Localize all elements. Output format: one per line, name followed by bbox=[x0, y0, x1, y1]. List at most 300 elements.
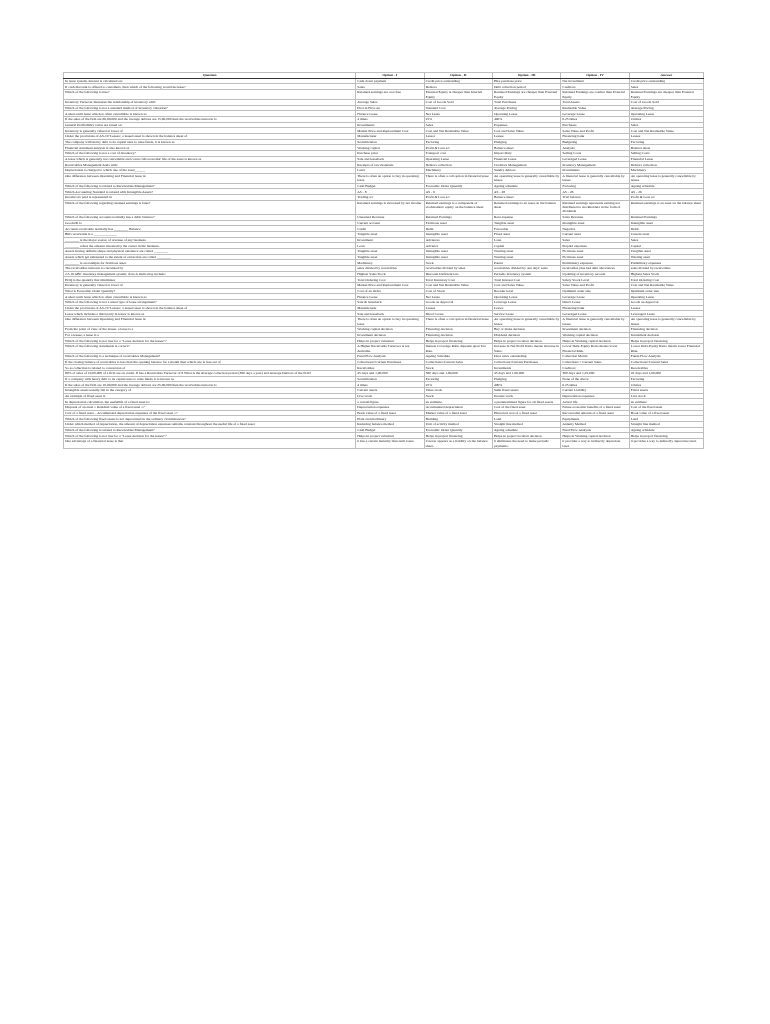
option-3-cell: An operating lease is generally cancellable by lessee bbox=[493, 317, 560, 326]
question-cell: Which of the following is a technique of receivables Management? bbox=[64, 354, 356, 360]
option-4-cell: Total Assets bbox=[561, 99, 629, 105]
option-3-cell: Buy or make decision bbox=[492, 327, 560, 333]
table-row bbox=[64, 200, 704, 214]
option-1-cell: Depreciation expenses bbox=[356, 405, 424, 411]
option-3-cell: Helps in project location decision bbox=[492, 338, 560, 344]
answer-cell: Land bbox=[629, 416, 703, 422]
question-cell: ________ is an example for fictitious asset. bbox=[64, 260, 356, 266]
question-cell: Under the provisions of AS-19 'Leases', a leased asset is shown in the balance sheet of bbox=[64, 134, 356, 140]
option-1-cell: Sale and leaseback bbox=[356, 156, 424, 162]
question-cell: Which Accounting Standard is related with Intangible Assets? bbox=[64, 189, 356, 195]
option-3-cell: Periodic inventory system bbox=[492, 271, 560, 277]
question-cell: If the sales of the firm are 60,00,000 and the average debtors are 15,00,000 then the receivables turnover is bbox=[64, 117, 356, 123]
option-4-cell: Current asset bbox=[561, 231, 629, 237]
option-1-cell: Investment bbox=[356, 237, 424, 243]
option-4-cell: Safety Stock Level bbox=[561, 277, 629, 283]
option-3-cell: Pledging bbox=[492, 139, 560, 145]
answer-cell: Book value of a fixed asset bbox=[629, 410, 703, 416]
option-1-cell: Investment decision bbox=[356, 332, 424, 338]
option-1-cell: Tangible asset bbox=[356, 231, 424, 237]
question-cell: A short-term lease which is often cancellable is known as bbox=[64, 111, 356, 117]
option-1-cell: Helps in project valuation bbox=[356, 433, 424, 439]
option-4-cell: Financing bank bbox=[561, 305, 629, 311]
answer-cell: Average Pricing bbox=[629, 105, 703, 111]
option-2-cell: Value stock bbox=[424, 388, 492, 394]
option-1-cell: First in First out bbox=[356, 105, 424, 111]
option-2-cell: Cost and Net Realisable Value bbox=[424, 283, 492, 289]
answer-cell: Capital bbox=[629, 243, 703, 249]
column-header-option-2: Option - II bbox=[424, 73, 492, 79]
answer-cell: 45 days and 1,00,000 bbox=[629, 371, 703, 377]
option-1-cell: Reducing balance method bbox=[356, 422, 424, 428]
option-1-cell: Average Sales bbox=[356, 99, 424, 105]
question-cell: Which of the following is true? bbox=[64, 90, 356, 100]
question-cell: Assets having definite shape and physical existence are called ________ bbox=[64, 249, 356, 255]
question-cell: EOQ is the quantity that minimizes bbox=[64, 277, 356, 283]
option-3-cell: Cost of the fixed asset bbox=[492, 405, 560, 411]
answer-cell: Operating Lease bbox=[629, 294, 703, 300]
option-3-cell: Total Interest Cost bbox=[492, 277, 560, 283]
answer-cell: an estimate bbox=[629, 399, 703, 405]
option-4-cell: Creditors bbox=[561, 365, 629, 371]
option-3-cell: AS - 28 bbox=[492, 189, 560, 195]
option-3-cell: Semi fixed assets bbox=[492, 388, 560, 394]
option-1-cell: Receipts of raw materials bbox=[356, 162, 424, 168]
option-3-cell: Favorable bbox=[492, 226, 560, 232]
question-cell: Which of the following statements is correct? bbox=[64, 344, 356, 354]
question-cell: Financial statement analysis is also known as bbox=[64, 145, 356, 151]
answer-cell: Wasting asset bbox=[629, 254, 703, 260]
option-2-cell: Retained Earnings bbox=[424, 214, 492, 220]
spreadsheet-table bbox=[63, 72, 704, 449]
option-3-cell: Total Purchases bbox=[492, 99, 560, 105]
answer-cell: Current asset bbox=[629, 231, 703, 237]
option-4-cell: 0.25 times bbox=[561, 117, 629, 123]
option-2-cell: Fictitious asset bbox=[424, 220, 492, 226]
option-4-cell: Leverage Lease bbox=[561, 294, 629, 300]
option-1-cell: Sales bbox=[356, 84, 424, 90]
option-1-cell: Finance Lease bbox=[356, 294, 424, 300]
option-4-cell: A financial lease is generally cancellable by lessee bbox=[561, 317, 629, 327]
question-cell: Lease which includes a third party in lessor is known as bbox=[64, 311, 356, 317]
option-4-cell: Current Liability bbox=[561, 388, 629, 394]
option-1-cell: Investments bbox=[356, 122, 424, 128]
option-3-cell: Wasting asset bbox=[492, 254, 560, 260]
option-2-cell: Stock bbox=[424, 260, 492, 266]
question-cell: General Profitability ratios are based on bbox=[64, 122, 356, 128]
answer-cell: Ageing schedule bbox=[629, 183, 703, 189]
option-3-cell: Income stock bbox=[492, 393, 560, 399]
option-2-cell: Debit bbox=[424, 226, 492, 232]
question-cell: Inventory Turnover measures the relationship of inventory with: bbox=[64, 99, 356, 105]
option-2-cell: Stock bbox=[424, 393, 492, 399]
option-2-cell: Economic Order Quantity bbox=[424, 427, 492, 433]
option-3-cell: Sundry debtors bbox=[492, 168, 560, 174]
option-1-cell: AS - 8 bbox=[356, 189, 424, 195]
question-cell: The company with heavy debt to its capital uses to raise funds, it is known as bbox=[64, 139, 356, 145]
question-cell: Which of the following is related to Receivables Management? bbox=[64, 183, 356, 189]
answer-cell: Collections>Current Sales bbox=[629, 359, 703, 365]
option-3-cell: 45 days and 1,00,000 bbox=[492, 371, 560, 377]
table-row bbox=[64, 317, 704, 327]
option-2-cell: Ageing Schedule bbox=[424, 354, 492, 360]
option-1-cell: Credit bbox=[356, 226, 424, 232]
option-2-cell: Debtors bbox=[424, 84, 492, 90]
option-2-cell: Financing decision bbox=[424, 327, 492, 333]
answer-cell: Debtors collection bbox=[629, 162, 703, 168]
answer-cell: Intangible asset bbox=[629, 220, 703, 226]
answer-cell: 4 times bbox=[629, 382, 703, 388]
option-1-cell: Cash down payment bbox=[356, 78, 424, 84]
option-2-cell: 360 days and 1,00,000 bbox=[424, 371, 492, 377]
option-4-cell: Financing bank bbox=[561, 134, 629, 140]
option-4-cell: Budgeting bbox=[561, 139, 629, 145]
question-cell: Under the provisions of AS-19 'Leases', a leased asset is shown in the balance sheet of bbox=[64, 305, 356, 311]
option-2-cell: Discount Deficient lots bbox=[424, 271, 492, 277]
answer-cell: Profit & Loss a/c bbox=[629, 195, 703, 201]
option-3-cell: Collections<Current Purchases bbox=[492, 359, 560, 365]
answer-cell: 4 times bbox=[629, 117, 703, 123]
question-cell: An example of fixed asset is bbox=[64, 393, 356, 399]
option-2-cell: 25% bbox=[424, 382, 492, 388]
question-cell: One advantage of a financial lease is that bbox=[64, 439, 356, 449]
option-4-cell: Factoring bbox=[561, 183, 629, 189]
option-4-cell: AS - 26 bbox=[561, 189, 629, 195]
answer-cell: Cost of the fixed asset bbox=[629, 405, 703, 411]
question-cell: If the closing balance of receivables is less than the opening balance for a month then which one is true out of bbox=[64, 359, 356, 365]
option-4-cell: Analysis bbox=[561, 145, 629, 151]
table-row bbox=[64, 433, 704, 439]
answer-cell: AS - 26 bbox=[629, 189, 703, 195]
option-4-cell: Sales bbox=[561, 237, 629, 243]
question-cell: Which of the following is not true for a "Lease decision for the lessee"? bbox=[64, 433, 356, 439]
option-3-cell: 400% bbox=[492, 117, 560, 123]
option-3-cell: Operating Lease bbox=[492, 294, 560, 300]
option-1-cell: Tangible asset bbox=[356, 254, 424, 260]
question-cell: Accounts receivable normally has ________ Balance bbox=[64, 226, 356, 232]
option-2-cell: Cost and Net Realisable Value bbox=[424, 128, 492, 134]
answer-cell: Retained earnings is an asset on the balance sheet bbox=[629, 200, 703, 214]
option-1-cell: There is often an option to buy in operating lease bbox=[356, 317, 424, 327]
option-4-cell: Sales Revenue bbox=[561, 214, 629, 220]
answer-cell: Highest Sales Stock bbox=[629, 271, 703, 277]
option-4-cell: Selling Costs bbox=[561, 151, 629, 157]
table-row bbox=[64, 338, 704, 344]
column-header-question: Question bbox=[64, 73, 356, 79]
option-3-cell: Patent bbox=[492, 260, 560, 266]
question-cell: If the sales of the firm are 10,00,000 and the average debtors are 25,00,000 then the receivables turnover is bbox=[64, 382, 356, 388]
question-cell: Bills receivable is a _____________ bbox=[64, 231, 356, 237]
question-cell: From the point of view of the lessee, a lease is a bbox=[64, 327, 356, 333]
option-1-cell: Collections>Current Purchases bbox=[356, 359, 424, 365]
option-3-cell: Financial Lease bbox=[492, 156, 560, 162]
option-3-cell: Balance sheet bbox=[492, 195, 560, 201]
option-1-cell: Cash Budget bbox=[356, 427, 424, 433]
option-2-cell: Advance bbox=[424, 243, 492, 249]
question-cell: Inventory is generally valued at lower of bbox=[64, 283, 356, 289]
answer-cell: Financial Lease bbox=[629, 156, 703, 162]
question-cell: Intangible assets usually fall in the category of bbox=[64, 388, 356, 394]
question-cell: If a company with heavy debt to its capital uses to raise funds, it is known as bbox=[64, 376, 356, 382]
option-2-cell: Goods on Approval bbox=[424, 300, 492, 306]
option-2-cell: Helps in project financing bbox=[424, 338, 492, 344]
answer-cell: it provides a way to indirectly depreciate land. bbox=[629, 439, 703, 449]
answer-cell: Tangible asset bbox=[629, 249, 703, 255]
option-2-cell: Lessor bbox=[424, 134, 492, 140]
option-4-cell: Trial balance bbox=[561, 195, 629, 201]
option-3-cell: Cost and Sales Value bbox=[492, 128, 560, 134]
option-1-cell: Trading a/c bbox=[356, 195, 424, 201]
option-2-cell: Factoring bbox=[424, 376, 492, 382]
question-cell: Which of the following is not true for a "Lease decision for the lessee"? bbox=[64, 338, 356, 344]
option-2-cell: Economic Order Quantity bbox=[424, 183, 492, 189]
option-4-cell: None of the above bbox=[561, 376, 629, 382]
question-cell: ________ refers the amount invested by the owner in the business. bbox=[64, 243, 356, 249]
option-2-cell: There is often a call option in financial lease bbox=[424, 317, 492, 327]
option-1-cell: There is often an option to buy in operating lease bbox=[356, 173, 424, 183]
option-3-cell: Ageing schedule bbox=[492, 427, 560, 433]
table-row bbox=[64, 410, 704, 416]
column-header-option-3: Option - III bbox=[492, 73, 560, 79]
option-3-cell: Helps in project location decision bbox=[492, 433, 560, 439]
option-1-cell: it has a certain maturity than term loans. bbox=[356, 439, 424, 449]
option-2-cell: Intangible asset bbox=[424, 254, 492, 260]
option-3-cell: Tangible asset bbox=[492, 220, 560, 226]
option-1-cell: Fund Flow Analysis bbox=[356, 354, 424, 360]
option-1-cell: Highest Sales Stock bbox=[356, 271, 424, 277]
option-4-cell: Fictitious asset bbox=[561, 254, 629, 260]
option-3-cell: Wasting asset bbox=[492, 249, 560, 255]
table-row bbox=[64, 344, 704, 354]
question-cell: Which of the following regarding retained earnings is false? bbox=[64, 200, 356, 214]
option-4-cell: Sales Value and Profit bbox=[561, 283, 629, 289]
answer-cell: Leveraged Lease bbox=[629, 311, 703, 317]
option-2-cell: Retained earnings is a component of stockholders' equity on the balance sheet bbox=[424, 200, 492, 214]
option-3-cell: Straight line method bbox=[492, 422, 560, 428]
answer-cell: sales divided by receivables bbox=[629, 266, 703, 272]
option-3-cell: Lessor bbox=[492, 305, 560, 311]
option-3-cell: Dividend decision bbox=[492, 332, 560, 338]
option-2-cell: Collections=Current Sales bbox=[424, 359, 492, 365]
question-cell: 2.5.16 ABC inventory management system, class A items may include: bbox=[64, 271, 356, 277]
question-cell: Income tax paid is represented in bbox=[64, 195, 356, 201]
answer-cell: Credit price outstanding bbox=[629, 78, 703, 84]
option-2-cell: Helps in project financing bbox=[424, 433, 492, 439]
table-row bbox=[64, 439, 704, 449]
option-1-cell: Working capital decision bbox=[356, 327, 424, 333]
option-1-cell: Land bbox=[356, 168, 424, 174]
answer-cell: Lessee bbox=[629, 134, 703, 140]
option-3-cell: Capital bbox=[492, 243, 560, 249]
question-cell: Disposal of an asset = Residual value of a fixed asset =? bbox=[64, 405, 356, 411]
question-cell: Cost of a fixed asset – Accumulated depreciation expenses of the fixed asset =? bbox=[64, 410, 356, 416]
option-3-cell: Investments bbox=[492, 365, 560, 371]
option-4-cell: Collection Matrix bbox=[561, 354, 629, 360]
option-2-cell: Factoring bbox=[424, 139, 492, 145]
answer-cell: Balance sheet bbox=[629, 145, 703, 151]
option-3-cell: Reorder level bbox=[492, 288, 560, 294]
question-cell: If cash discount is offered to customers, then which of the following would increase? bbox=[64, 84, 356, 90]
option-2-cell: Advances bbox=[424, 237, 492, 243]
option-4-cell: Preliminary expenses bbox=[561, 260, 629, 266]
option-4-cell: Sales Value and Profit bbox=[561, 128, 629, 134]
option-2-cell: Stock bbox=[424, 365, 492, 371]
option-3-cell: it eliminates the need to make periodic payments. bbox=[492, 439, 560, 449]
option-4-cell: Lower Debt-Equity Ratio means lower Financial Risk. bbox=[561, 344, 629, 354]
answer-cell: Lower Debt-Equity Ratio means lower Financial Risk. bbox=[629, 344, 703, 354]
option-4-cell: Equipments bbox=[561, 416, 629, 422]
question-cell: Which of the following is not a standard method of inventory valuation? bbox=[64, 105, 356, 111]
option-1-cell: Sale and leaseback bbox=[356, 311, 424, 317]
question-cell: Under which method of depreciation, the amount of depreciation expenses remains constant throughout the useful life of a fixed asset bbox=[64, 422, 356, 428]
option-4-cell: Retained Earnings are costlier than External Equity bbox=[561, 90, 629, 100]
option-1-cell: 45 days and 1,00,000 bbox=[356, 371, 424, 377]
option-3-cell: Debt collection period bbox=[492, 84, 560, 90]
option-1-cell: Book value of a fixed asset bbox=[356, 410, 424, 416]
question-cell: Which of the following accounts normally has a debit balance? bbox=[64, 214, 356, 220]
option-2-cell: it never appears as a liability on the balance sheet. bbox=[424, 439, 492, 449]
answer-cell: Sales bbox=[629, 84, 703, 90]
answer-cell: Machinery bbox=[629, 168, 703, 174]
option-3-cell: Historical cost of a fixed asset bbox=[492, 410, 560, 416]
answer-cell: Total Ordering Cost bbox=[629, 277, 703, 283]
option-1-cell: Sale & leaseback bbox=[356, 300, 424, 306]
answer-cell: Factoring bbox=[629, 376, 703, 382]
option-2-cell: Intangible asset bbox=[424, 249, 492, 255]
option-1-cell: sales divided by receivables bbox=[356, 266, 424, 272]
option-4-cell: Prepaid expenses bbox=[561, 243, 629, 249]
option-2-cell: Profit & Loss a/c bbox=[424, 195, 492, 201]
answer-cell: Ageing schedule bbox=[629, 427, 703, 433]
question-cell: Which of the following is not a cost of inventory? bbox=[64, 151, 356, 157]
answer-cell: Cost of Goods Sold bbox=[629, 99, 703, 105]
option-2-cell: 25% bbox=[424, 117, 492, 123]
option-1-cell: 4 times bbox=[356, 382, 424, 388]
option-1-cell: Manufacturer bbox=[356, 305, 424, 311]
question-cell: For a lessee, a lease is a bbox=[64, 332, 356, 338]
answer-cell: Debit bbox=[629, 226, 703, 232]
option-1-cell: Securitization bbox=[356, 139, 424, 145]
question-cell: Inventory is generally valued at lower of bbox=[64, 128, 356, 134]
option-4-cell: Retained earnings represents earning not distributed to stockholders in the form of dividends bbox=[561, 200, 629, 214]
option-4-cell: Fictitious asset bbox=[561, 249, 629, 255]
option-3-cell: Retained Earnings are cheaper than External Equity bbox=[492, 90, 560, 100]
answer-cell: Fixed assets bbox=[629, 388, 703, 394]
option-2-cell: External Equity is cheaper than Internal Equity bbox=[424, 90, 492, 100]
option-2-cell: Total Inventory Cost bbox=[424, 277, 492, 283]
option-1-cell: Machinery bbox=[356, 260, 424, 266]
option-4-cell: Leverage Lease bbox=[561, 111, 629, 117]
answer-cell: Retained Earnings bbox=[629, 214, 703, 220]
option-3-cell: Days sales outstanding bbox=[492, 354, 560, 360]
option-1-cell: Purchase price bbox=[356, 151, 424, 157]
column-header-answer: Answer bbox=[629, 73, 703, 79]
question-cell: Which of the following is not a usual type of lease arrangement? bbox=[64, 300, 356, 306]
option-4-cell: Net investment bbox=[561, 78, 629, 84]
option-3-cell: Lessee bbox=[492, 134, 560, 140]
question-cell: ________ is the major source of revenue of any business. bbox=[64, 237, 356, 243]
option-1-cell: Securitization bbox=[356, 376, 424, 382]
option-3-cell: Rent expense bbox=[492, 214, 560, 220]
option-2-cell: Standard Cost bbox=[424, 105, 492, 111]
option-3-cell: Average Pricing bbox=[492, 105, 560, 111]
question-cell: Goodwill is bbox=[64, 220, 356, 226]
option-2-cell: Profit & Loss a/c bbox=[424, 145, 492, 151]
option-2-cell: Intangible asset bbox=[424, 231, 492, 237]
option-1-cell: Receivables bbox=[356, 365, 424, 371]
option-1-cell: Total Ordering Cost bbox=[356, 277, 424, 283]
option-1-cell: Plant and machinery bbox=[356, 416, 424, 422]
answer-cell: Financing decision bbox=[629, 327, 703, 333]
answer-cell: Investment decision bbox=[629, 332, 703, 338]
option-2-cell: Market value of a fixed asset bbox=[424, 410, 492, 416]
option-1-cell: Cash Budget bbox=[356, 183, 424, 189]
option-2-cell: Direct Lease bbox=[424, 311, 492, 317]
option-1-cell: Cost of an Order bbox=[356, 288, 424, 294]
question-cell: A short-term lease which is often cancellable is known as bbox=[64, 294, 356, 300]
option-4-cell: Inventory Management bbox=[561, 162, 629, 168]
option-4-cell: Working capital decision bbox=[561, 332, 629, 338]
question-cell: Receivables Management deals with: bbox=[64, 162, 356, 168]
option-3-cell: Import Duty bbox=[492, 151, 560, 157]
answer-cell: Helps in project financing bbox=[629, 338, 703, 344]
question-cell: Assets which get exhausted to the extent of extraction are called ________ bbox=[64, 254, 356, 260]
option-3-cell: Pledging bbox=[492, 376, 560, 382]
option-4-cell: Intangible asset bbox=[561, 220, 629, 226]
answer-cell: Sales bbox=[629, 237, 703, 243]
option-1-cell: A Higher Receivable Turnover is not desirable. bbox=[356, 344, 424, 354]
option-3-cell: Fixed asset bbox=[492, 231, 560, 237]
answer-cell: Helps in project financing bbox=[629, 433, 703, 439]
option-4-cell: Helps in Working capital decision bbox=[561, 338, 629, 344]
option-1-cell: 4 times bbox=[356, 117, 424, 123]
option-2-cell: Operating Lease bbox=[424, 156, 492, 162]
option-1-cell: Current assets bbox=[356, 388, 424, 394]
answer-cell: Factoring bbox=[629, 139, 703, 145]
answer-cell: Sales bbox=[629, 122, 703, 128]
option-1-cell: Helps in project valuation bbox=[356, 338, 424, 344]
option-3-cell: Operating Lease bbox=[492, 111, 560, 117]
option-4-cell: 360 days and 1,25,000 bbox=[561, 371, 629, 377]
question-cell: 80% of sales of 10,00,000 of a firm are on credit. If has a Receivable Turnover of 8 What is the Average collection period (360 days a year) and Average Debtors of the firm? bbox=[64, 371, 356, 377]
option-4-cell: Investments bbox=[561, 168, 629, 174]
option-4-cell: Leveraged Lease bbox=[561, 311, 629, 317]
option-3-cell: receivables divided by one days' sales bbox=[492, 266, 560, 272]
option-1-cell: Market Price and Replacement Cost bbox=[356, 128, 424, 134]
answer-cell: Cost and Net Realisable Value bbox=[629, 283, 703, 289]
question-cell: The receivables turnover is calculated by bbox=[64, 266, 356, 272]
table-row bbox=[64, 173, 704, 183]
option-1-cell: Current account bbox=[356, 220, 424, 226]
answer-cell: Selling Costs bbox=[629, 151, 703, 157]
answer-cell: Optimum order size bbox=[629, 288, 703, 294]
option-3-cell: Retained earnings is an asset on the balance sheet bbox=[492, 200, 560, 214]
option-3-cell: Ageing schedule bbox=[492, 183, 560, 189]
option-2-cell: Building bbox=[424, 416, 492, 422]
option-4-cell: Recoverable amount of a fixed asset bbox=[561, 410, 629, 416]
option-3-cell: Loan bbox=[492, 237, 560, 243]
option-1-cell: Working capital bbox=[356, 145, 424, 151]
option-1-cell: Finance Lease bbox=[356, 111, 424, 117]
option-4-cell: Investment decision bbox=[561, 327, 629, 333]
option-4-cell: Updating of inventory records bbox=[561, 271, 629, 277]
option-4-cell: Realisable Value bbox=[561, 105, 629, 111]
option-2-cell: an estimate bbox=[424, 399, 492, 405]
option-2-cell: Sales bbox=[424, 122, 492, 128]
option-3-cell: Balance sheet bbox=[492, 145, 560, 151]
answer-cell: Operating Lease bbox=[629, 111, 703, 117]
option-4-cell: Helps in Working capital decision bbox=[561, 433, 629, 439]
